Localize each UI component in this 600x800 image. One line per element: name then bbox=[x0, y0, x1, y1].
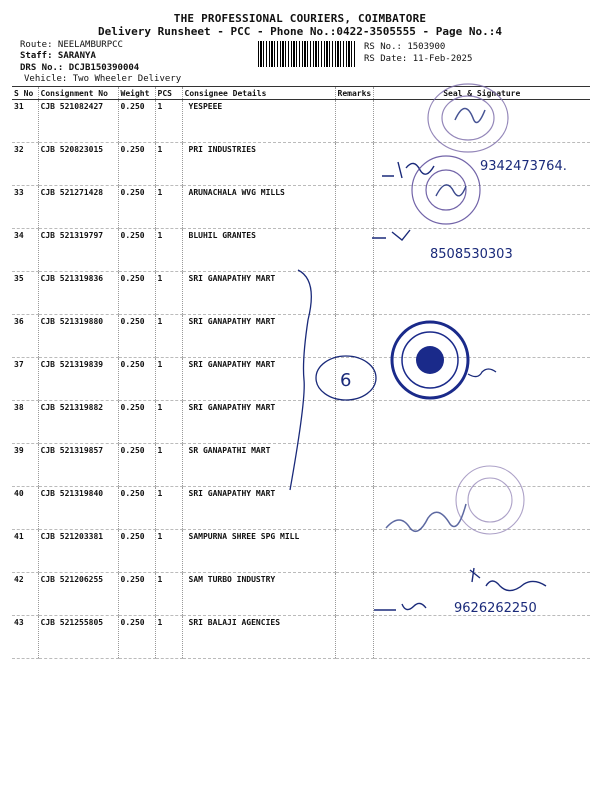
cell-pcs: 1 bbox=[155, 358, 182, 401]
cell-pcs: 1 bbox=[155, 487, 182, 530]
staff-label: Staff: SARANYA bbox=[20, 51, 96, 61]
cell-remarks bbox=[335, 229, 373, 272]
cell-consignment: CJB 521319797 bbox=[38, 229, 118, 272]
cell-weight: 0.250 bbox=[118, 573, 155, 616]
cell-weight: 0.250 bbox=[118, 530, 155, 573]
cell-pcs: 1 bbox=[155, 616, 182, 659]
cell-remarks bbox=[335, 573, 373, 616]
cell-weight: 0.250 bbox=[118, 401, 155, 444]
drs-number: DRS No.: DCJB150390004 bbox=[20, 63, 140, 73]
cell-pcs: 1 bbox=[155, 229, 182, 272]
table-row bbox=[12, 315, 590, 358]
table-row bbox=[12, 186, 590, 229]
cell-seal-signature bbox=[373, 616, 590, 659]
table-row bbox=[12, 229, 590, 272]
cell-consignment: CJB 521319839 bbox=[38, 358, 118, 401]
cell-remarks bbox=[335, 272, 373, 315]
cell-consignee: SRI GANAPATHY MART bbox=[182, 272, 335, 315]
cell-weight: 0.250 bbox=[118, 487, 155, 530]
col-header-pcs: PCS bbox=[155, 87, 182, 100]
table-row bbox=[12, 616, 590, 659]
cell-consignment: CJB 521319836 bbox=[38, 272, 118, 315]
table-row bbox=[12, 272, 590, 315]
cell-sno: 43 bbox=[12, 616, 38, 659]
cell-sno: 38 bbox=[12, 401, 38, 444]
col-header-sno: S No bbox=[12, 87, 38, 100]
cell-weight: 0.250 bbox=[118, 315, 155, 358]
cell-seal-signature bbox=[373, 315, 590, 358]
cell-seal-signature bbox=[373, 401, 590, 444]
cell-weight: 0.250 bbox=[118, 272, 155, 315]
cell-consignment: CJB 521319882 bbox=[38, 401, 118, 444]
table-row bbox=[12, 444, 590, 487]
cell-pcs: 1 bbox=[155, 401, 182, 444]
col-header-consignment: Consignment No bbox=[38, 87, 118, 100]
cell-seal-signature bbox=[373, 358, 590, 401]
col-header-remarks: Remarks bbox=[335, 87, 373, 100]
cell-sno: 32 bbox=[12, 143, 38, 186]
cell-consignment: CJB 521082427 bbox=[38, 100, 118, 143]
col-header-weight: Weight bbox=[118, 87, 155, 100]
table-header-row bbox=[12, 87, 590, 100]
table-row bbox=[12, 100, 590, 143]
cell-consignee: SRI BALAJI AGENCIES bbox=[182, 616, 335, 659]
rs-date: RS Date: 11-Feb-2025 bbox=[364, 54, 473, 64]
cell-consignee: ARUNACHALA WVG MILLS bbox=[182, 186, 335, 229]
cell-weight: 0.250 bbox=[118, 229, 155, 272]
cell-remarks bbox=[335, 315, 373, 358]
cell-consignee: SR GANAPATHI MART bbox=[182, 444, 335, 487]
cell-pcs: 1 bbox=[155, 100, 182, 143]
route-label: Route: NEELAMBURPCC bbox=[20, 40, 123, 50]
cell-pcs: 1 bbox=[155, 315, 182, 358]
count-circle-number: 6 bbox=[340, 370, 352, 391]
cell-consignee: SRI GANAPATHY MART bbox=[182, 315, 335, 358]
cell-consignment: CJB 521255805 bbox=[38, 616, 118, 659]
cell-sno: 42 bbox=[12, 573, 38, 616]
cell-pcs: 1 bbox=[155, 186, 182, 229]
table-row bbox=[12, 530, 590, 573]
cell-seal-signature bbox=[373, 530, 590, 573]
cell-remarks bbox=[335, 487, 373, 530]
cell-seal-signature bbox=[373, 272, 590, 315]
cell-sno: 40 bbox=[12, 487, 38, 530]
cell-remarks bbox=[335, 616, 373, 659]
rs-number: RS No.: 1503900 bbox=[364, 42, 446, 52]
cell-weight: 0.250 bbox=[118, 143, 155, 186]
cell-remarks bbox=[335, 401, 373, 444]
runsheet-subtitle: Delivery Runsheet - PCC - Phone No.:0422-3505555 - Page No.:4 bbox=[98, 25, 502, 38]
cell-sno: 34 bbox=[12, 229, 38, 272]
vehicle-label: Vehicle: Two Wheeler Delivery bbox=[24, 74, 182, 84]
cell-weight: 0.250 bbox=[118, 444, 155, 487]
barcode-image bbox=[258, 41, 356, 67]
cell-seal-signature bbox=[373, 186, 590, 229]
cell-seal-signature bbox=[373, 573, 590, 616]
cell-weight: 0.250 bbox=[118, 616, 155, 659]
cell-weight: 0.250 bbox=[118, 100, 155, 143]
table-row bbox=[12, 487, 590, 530]
col-header-consignee: Consignee Details bbox=[182, 87, 335, 100]
cell-seal-signature bbox=[373, 143, 590, 186]
cell-sno: 41 bbox=[12, 530, 38, 573]
cell-consignment: CJB 520823015 bbox=[38, 143, 118, 186]
phone-handwritten-1: 9342473764. bbox=[480, 159, 567, 174]
cell-seal-signature bbox=[373, 444, 590, 487]
cell-sno: 36 bbox=[12, 315, 38, 358]
cell-remarks bbox=[335, 530, 373, 573]
cell-weight: 0.250 bbox=[118, 358, 155, 401]
cell-consignee: SRI GANAPATHY MART bbox=[182, 487, 335, 530]
cell-consignee: YESPEEE bbox=[182, 100, 335, 143]
cell-consignment: CJB 521319880 bbox=[38, 315, 118, 358]
cell-sno: 39 bbox=[12, 444, 38, 487]
cell-sno: 37 bbox=[12, 358, 38, 401]
cell-pcs: 1 bbox=[155, 272, 182, 315]
cell-weight: 0.250 bbox=[118, 186, 155, 229]
cell-remarks bbox=[335, 186, 373, 229]
cell-remarks bbox=[335, 444, 373, 487]
table-row bbox=[12, 143, 590, 186]
cell-consignee: SRI GANAPATHY MART bbox=[182, 358, 335, 401]
phone-handwritten-2: 8508530303 bbox=[430, 247, 513, 262]
phone-handwritten-3: 9626262250 bbox=[454, 601, 537, 616]
cell-consignment: CJB 521271428 bbox=[38, 186, 118, 229]
cell-remarks bbox=[335, 143, 373, 186]
cell-consignee: PRI INDUSTRIES bbox=[182, 143, 335, 186]
col-header-seal: Seal & Signature bbox=[373, 87, 590, 100]
cell-remarks bbox=[335, 100, 373, 143]
cell-remarks bbox=[335, 358, 373, 401]
cell-consignment: CJB 521206255 bbox=[38, 573, 118, 616]
cell-seal-signature bbox=[373, 487, 590, 530]
runsheet-table bbox=[12, 86, 590, 659]
company-title: THE PROFESSIONAL COURIERS, COIMBATORE bbox=[173, 12, 427, 25]
cell-consignee: SAM TURBO INDUSTRY bbox=[182, 573, 335, 616]
cell-consignee: SAMPURNA SHREE SPG MILL bbox=[182, 530, 335, 573]
cell-pcs: 1 bbox=[155, 143, 182, 186]
cell-consignee: BLUHIL GRANTES bbox=[182, 229, 335, 272]
cell-pcs: 1 bbox=[155, 530, 182, 573]
cell-sno: 35 bbox=[12, 272, 38, 315]
cell-seal-signature bbox=[373, 229, 590, 272]
cell-pcs: 1 bbox=[155, 444, 182, 487]
cell-consignment: CJB 521319857 bbox=[38, 444, 118, 487]
cell-consignee: SRI GANAPATHY MART bbox=[182, 401, 335, 444]
cell-sno: 31 bbox=[12, 100, 38, 143]
table-row bbox=[12, 573, 590, 616]
table-row bbox=[12, 358, 590, 401]
cell-sno: 33 bbox=[12, 186, 38, 229]
cell-consignment: CJB 521319840 bbox=[38, 487, 118, 530]
cell-seal-signature bbox=[373, 100, 590, 143]
cell-pcs: 1 bbox=[155, 573, 182, 616]
cell-consignment: CJB 521203381 bbox=[38, 530, 118, 573]
table-row bbox=[12, 401, 590, 444]
